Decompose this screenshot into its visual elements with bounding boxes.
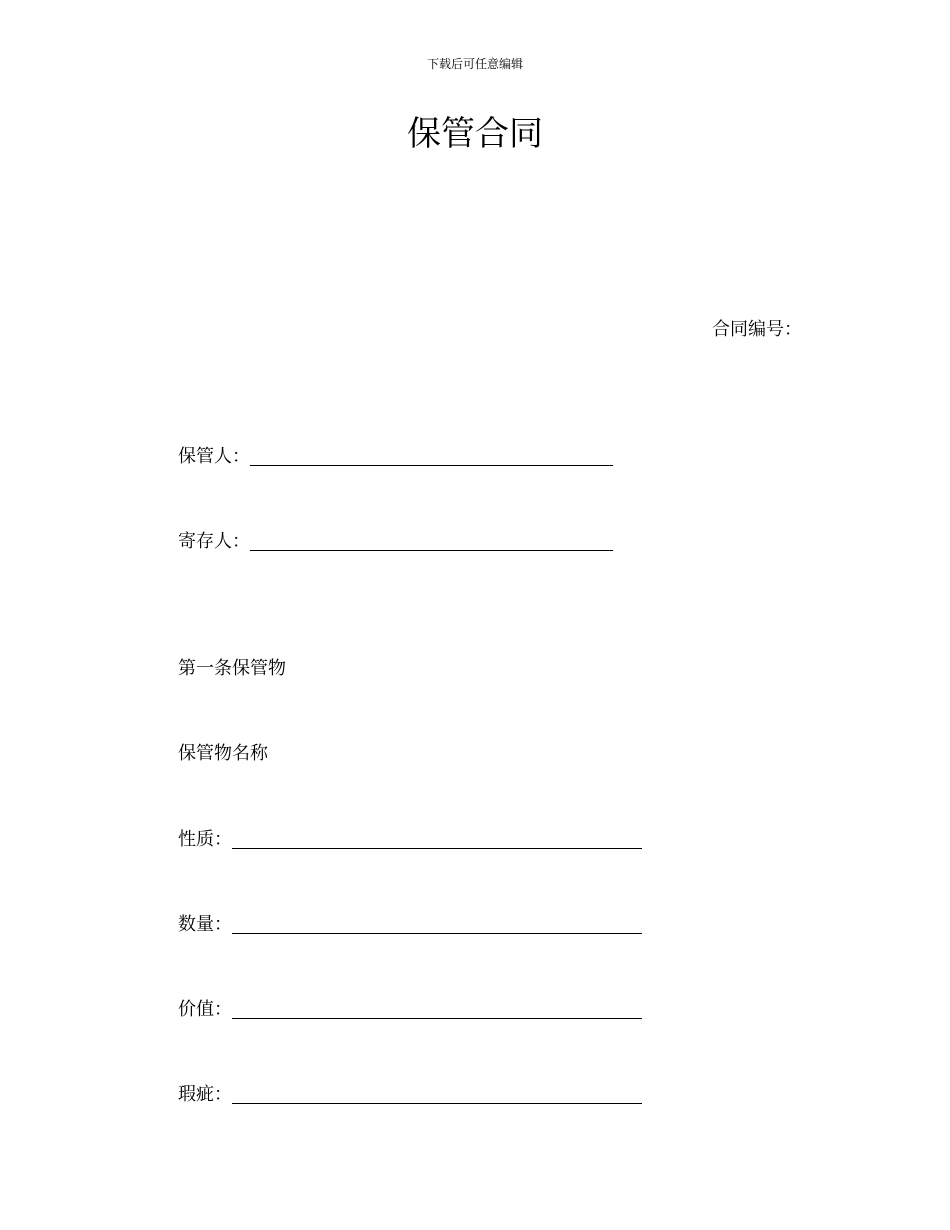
- article-1-heading: 第一条保管物: [178, 658, 286, 679]
- depositor-label: 寄存人：: [178, 531, 250, 552]
- contract-number-label: 合同编号：: [712, 319, 802, 340]
- defects-label: 瑕疵：: [178, 1084, 232, 1105]
- custodian-label: 保管人：: [178, 446, 250, 467]
- value-field: [178, 996, 642, 1022]
- value-label: 价值：: [178, 999, 232, 1020]
- quantity-field: [178, 911, 642, 937]
- custodian-blank-line[interactable]: [250, 445, 613, 466]
- depositor-field: [178, 528, 613, 554]
- quantity-blank-line[interactable]: [232, 913, 642, 934]
- defects-field: [178, 1081, 642, 1107]
- nature-blank-line[interactable]: [232, 828, 642, 849]
- document-title: 保管合同: [407, 114, 543, 154]
- item-name-label: 保管物名称: [178, 743, 268, 764]
- nature-field: [178, 826, 642, 852]
- quantity-label: 数量：: [178, 914, 232, 935]
- value-blank-line[interactable]: [232, 998, 642, 1019]
- nature-label: 性质：: [178, 829, 232, 850]
- custodian-field: [178, 443, 613, 469]
- defects-blank-line[interactable]: [232, 1083, 642, 1104]
- depositor-blank-line[interactable]: [250, 530, 613, 551]
- header-note: 下载后可任意编辑: [426, 57, 523, 71]
